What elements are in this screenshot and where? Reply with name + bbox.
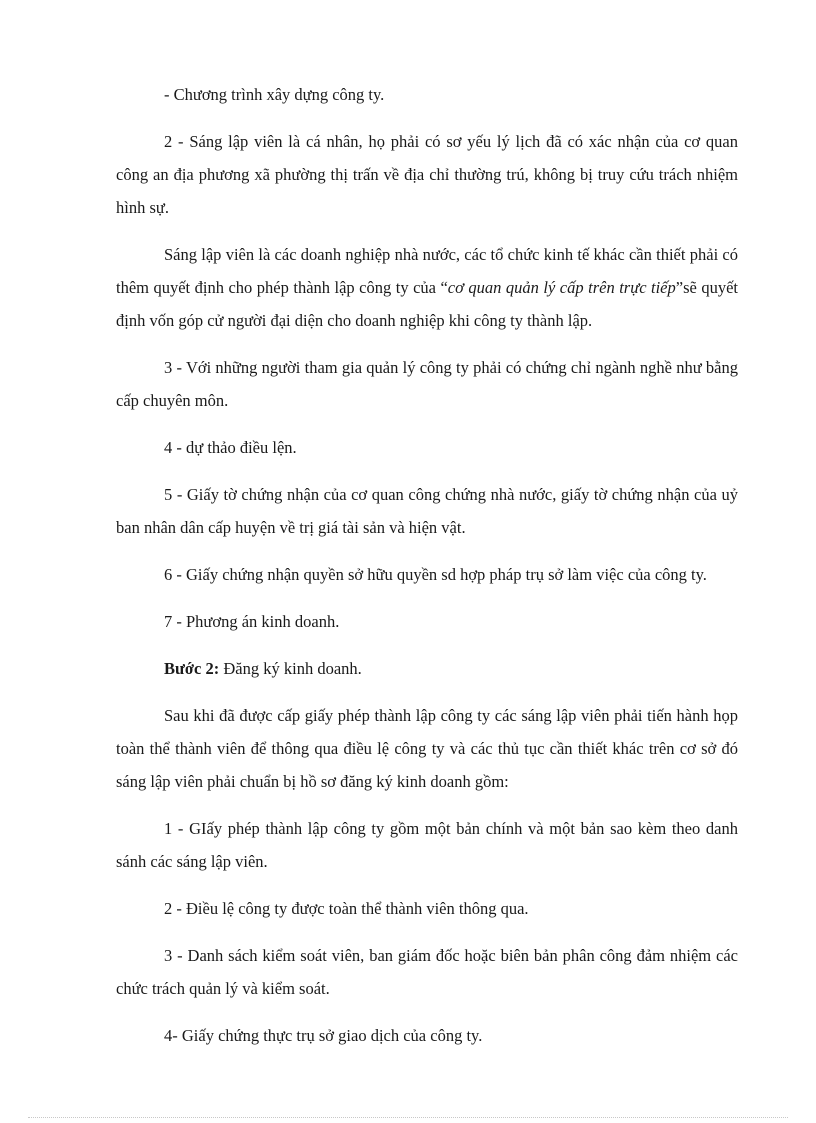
paragraph-management-certificates: 3 - Với những người tham gia quản lý công ty phải có chứng chỉ ngành nghề như bằng cấp chuyên môn. xyxy=(116,358,738,410)
paragraph-text: Sáng lập viên là các doanh nghiệp nhà nước, các tổ chức kinh tế khác cần thiết phải có thêm quyết định cho phép thành lập công ty của “ xyxy=(116,245,738,297)
paragraph-establishment-license: 1 - GIấy phép thành lập công ty gồm một bản chính và một bản sao kèm theo danh sánh các sáng lập viên. xyxy=(116,819,738,871)
paragraph-business-plan: 7 - Phương án kinh doanh. xyxy=(164,612,340,631)
italic-phrase: cơ quan quản lý cấp trên trực tiếp xyxy=(447,278,676,297)
step-title: Đăng ký kinh doanh. xyxy=(219,659,362,678)
paragraph-program: - Chương trình xây dựng công ty. xyxy=(164,85,385,104)
document-page xyxy=(116,78,738,1052)
section-heading-step-2 xyxy=(116,652,738,685)
paragraph-supervisors-list: 3 - Danh sách kiểm soát viên, ban giám đốc hoặc biên bản phân công đảm nhiệm các chức trách quản lý và kiểm soát. xyxy=(116,946,738,998)
paragraph-founder-enterprise xyxy=(116,238,738,337)
paragraph-premises-ownership: 6 - Giấy chứng nhận quyền sở hữu quyền sd hợp pháp trụ sở làm việc của công ty. xyxy=(164,565,707,584)
paragraph-notarized-documents: 5 - Giấy tờ chứng nhận của cơ quan công chứng nhà nước, giấy tờ chứng nhận của uỷ ban nhân dân cấp huyện về trị giá tài sản và hiện vật. xyxy=(116,485,738,537)
page-bottom-edge xyxy=(28,1117,788,1118)
paragraph-founder-individual: 2 - Sáng lập viên là cá nhân, họ phải có sơ yếu lý lịch đã có xác nhận của cơ quan công an địa phương xã phường thị trấn về địa chỉ thường trú, không bị truy cứu trách nhiệm hình sự. xyxy=(116,132,738,217)
paragraph-office-certificate: 4- Giấy chứng thực trụ sở giao dịch của công ty. xyxy=(164,1026,483,1045)
paragraph-draft-charter: 4 - dự thảo điều lện. xyxy=(164,438,297,457)
paragraph-text: ”sẽ quyết định vốn góp cử người đại diện cho doanh nghiệp khi công ty thành lập. xyxy=(116,278,738,330)
step-label: Bước 2: xyxy=(164,659,220,678)
paragraph-registration-intro: Sau khi đã được cấp giấy phép thành lập công ty các sáng lập viên phải tiến hành họp toàn thể thành viên để thông qua điều lệ công ty và các thủ tục cần thiết khác trên cơ sở đó sáng lập viên phải chuẩn bị hồ sơ đăng ký kinh doanh gồm: xyxy=(116,706,738,791)
paragraph-charter-approved: 2 - Điều lệ công ty được toàn thể thành viên thông qua. xyxy=(164,899,529,918)
